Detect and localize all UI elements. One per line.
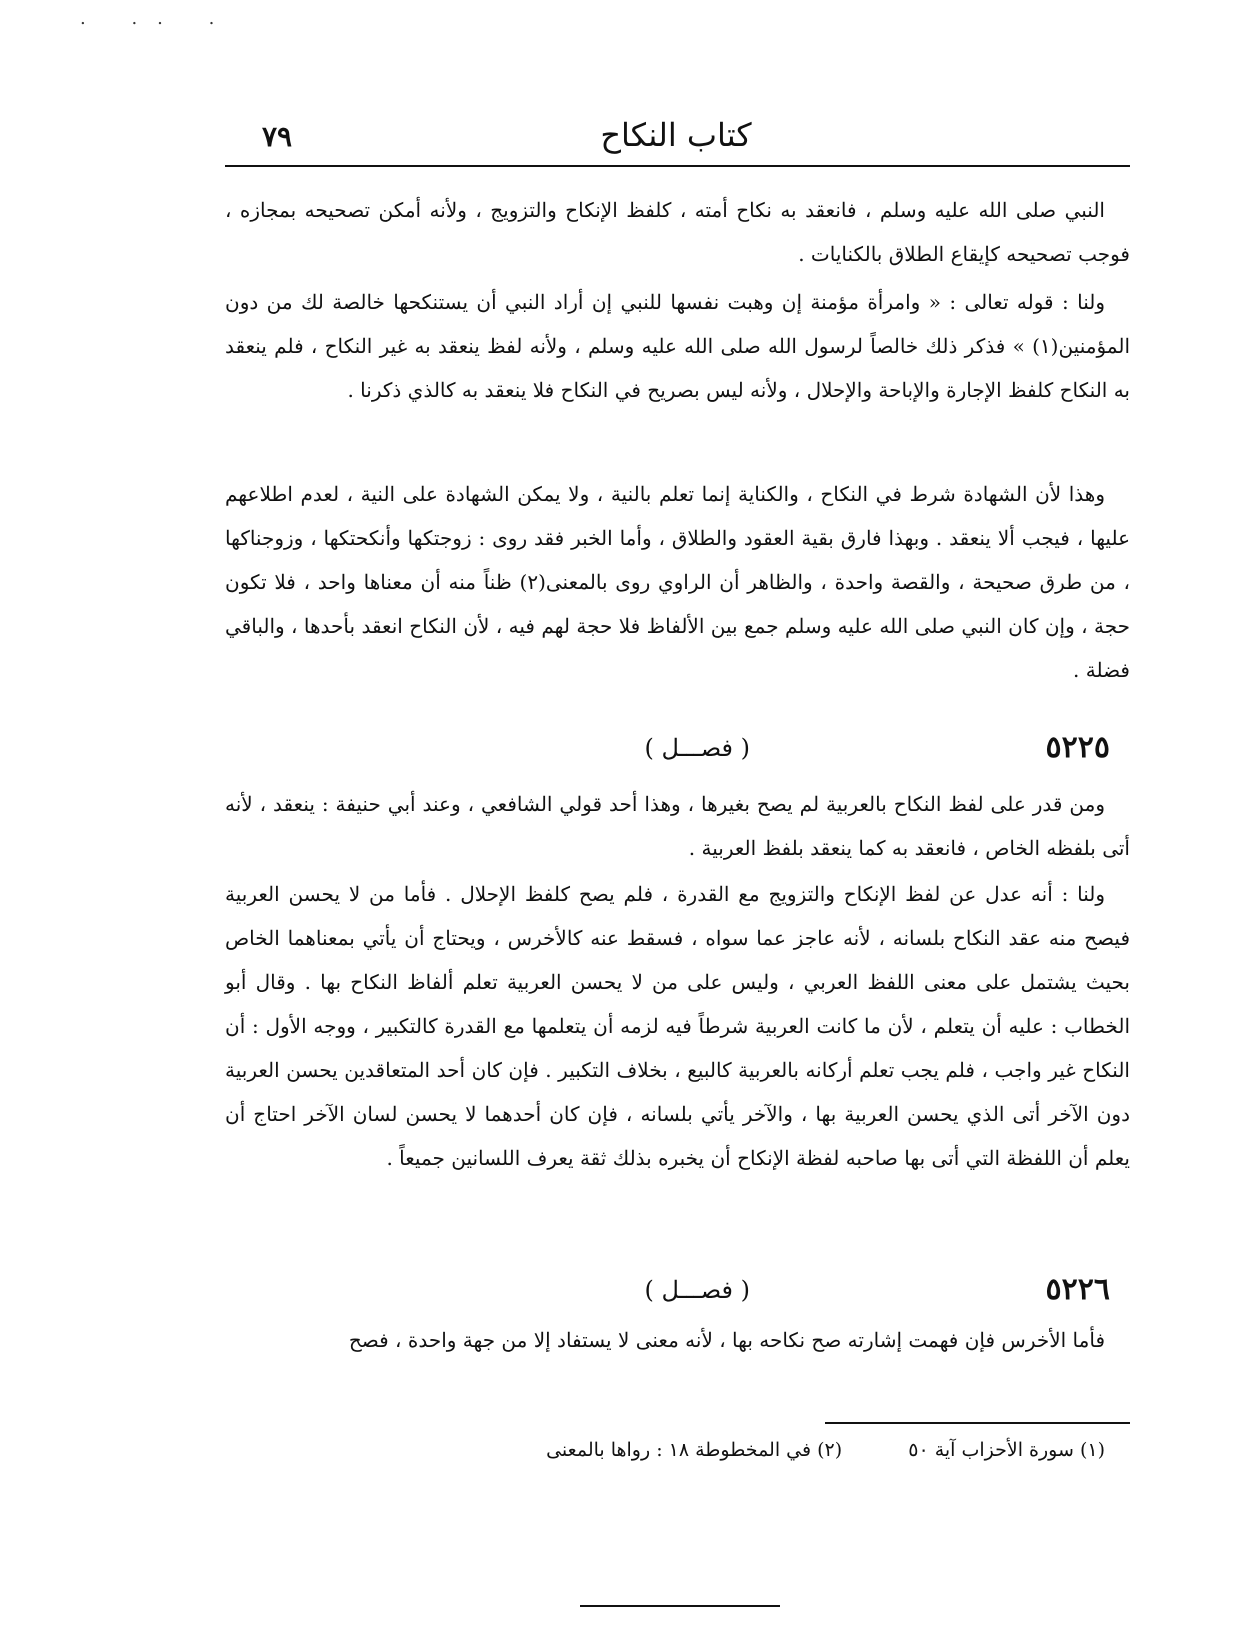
paragraph-text: ومن قدر على لفظ النكاح بالعربية لم يصح بغيرها ، وهذا أحد قولي الشافعي ، وعند أبي حنيفة : ينعقد ، لأنه أتى بلفظه الخاص ، فانعقد به كما ينعقد بلفظ العربية . bbox=[225, 792, 1130, 860]
footnote: (١) سورة الأحزاب آية ٥٠ bbox=[908, 1439, 1105, 1461]
section-heading bbox=[225, 730, 1130, 774]
paragraph-text: فأما الأخرس فإن فهمت إشارته صح نكاحه بها ، لأنه معنى لا يستفاد إلا من جهة واحدة ، فصح bbox=[348, 1328, 1105, 1352]
paragraph bbox=[225, 472, 1130, 692]
header-rule bbox=[225, 165, 1130, 167]
paragraph-text: النبي صلى الله عليه وسلم ، فانعقد به نكاح أمته ، كلفظ الإنكاح والتزويج ، ولأنه أمكن تصحيحه بمجازه ، فوجب تصحيحه كإيقاع الطلاق بالكنايات . bbox=[225, 198, 1130, 266]
section-number: ٥٢٢٥ bbox=[1045, 730, 1110, 765]
page-header bbox=[222, 116, 1130, 160]
footnote-rule bbox=[825, 1422, 1130, 1424]
running-title: كتاب النكاح bbox=[600, 116, 752, 154]
paragraph-text: وهذا لأن الشهادة شرط في النكاح ، والكناية إنما تعلم بالنية ، ولا يمكن الشهادة على النية ، لعدم اطلاعهم عليها ، فيجب ألا ينعقد . وبهذا فارق بقية العقود والطلاق ، وأما الخبر فقد روى : زوجتكها وأنكحتكها ، وزوجناكها ، من طرق صحيحة ، والقصة واحدة ، والظاهر أن الراوي روى بالمعنى(٢) ظناً منه أن معناها واحد ، فلا تكون حجة ، وإن كان النبي صلى الله عليه وسلم جمع بين الألفاظ فلا حجة لهم فيه ، لأن النكاح انعقد بأحدها ، والباقي فضلة . bbox=[225, 482, 1130, 682]
paragraph bbox=[225, 280, 1130, 412]
footnotes bbox=[225, 1432, 1105, 1468]
section-number: ٥٢٢٦ bbox=[1045, 1272, 1110, 1307]
section-heading bbox=[225, 1272, 1130, 1316]
scan-dots: . .. . bbox=[80, 8, 235, 29]
section-title: ( فصـــل ) bbox=[644, 734, 750, 762]
paragraph bbox=[225, 782, 1130, 870]
paragraph bbox=[225, 872, 1130, 1180]
paragraph-text: ولنا : أنه عدل عن لفظ الإنكاح والتزويج مع القدرة ، فلم يصح كلفظ الإحلال . فأما من لا يحسن العربية فيصح منه عقد النكاح بلسانه ، لأنه عاجز عما سواه ، فسقط عنه كالأخرس ، ويحتاج أن يأتي بمعناهما الخاص بحيث يشتمل على معنى اللفظ العربي ، وليس على من لا يحسن العربية تعلم ألفاظ النكاح بها . وقال أبو الخطاب : عليه أن يتعلم ، لأن ما كانت العربية شرطاً فيه لزمه أن يتعلمها مع القدرة كالتكبير ، ووجه الأول : أن النكاح غير واجب ، فلم يجب تعلم أركانه بالعربية كالبيع ، بخلاف التكبير . فإن كان أحد المتعاقدين يحسن العربية دون الآخر أتى الذي يحسن العربية بها ، والآخر يأتي بلسانه ، فإن كان أحدهما لا يحسن لسان الآخر احتاج أن يعلم أن اللفظة التي أتى بها صاحبه لفظة الإنكاح أن يخبره بذلك ثقة يعرف اللسانين جميعاً . bbox=[225, 882, 1130, 1170]
bottom-rule bbox=[580, 1605, 780, 1607]
page-number: ٧٩ bbox=[262, 120, 293, 153]
paragraph-text: ولنا : قوله تعالى : « وامرأة مؤمنة إن وهبت نفسها للنبي إن أراد النبي أن يستنكحها خالصة لك من دون المؤمنين(١) » فذكر ذلك خالصاً لرسول الله صلى الله عليه وسلم ، ولأنه لفظ ينعقد به غير النكاح ، فلم ينعقد به النكاح كلفظ الإجارة والإباحة والإحلال ، ولأنه ليس بصريح في النكاح فلا ينعقد به كالذي ذكرنا . bbox=[225, 290, 1130, 402]
section-title: ( فصـــل ) bbox=[644, 1276, 750, 1304]
paragraph bbox=[225, 1318, 1130, 1362]
footnote: (٢) في المخطوطة ١٨ : رواها بالمعنى bbox=[546, 1439, 843, 1461]
paragraph bbox=[225, 188, 1130, 276]
